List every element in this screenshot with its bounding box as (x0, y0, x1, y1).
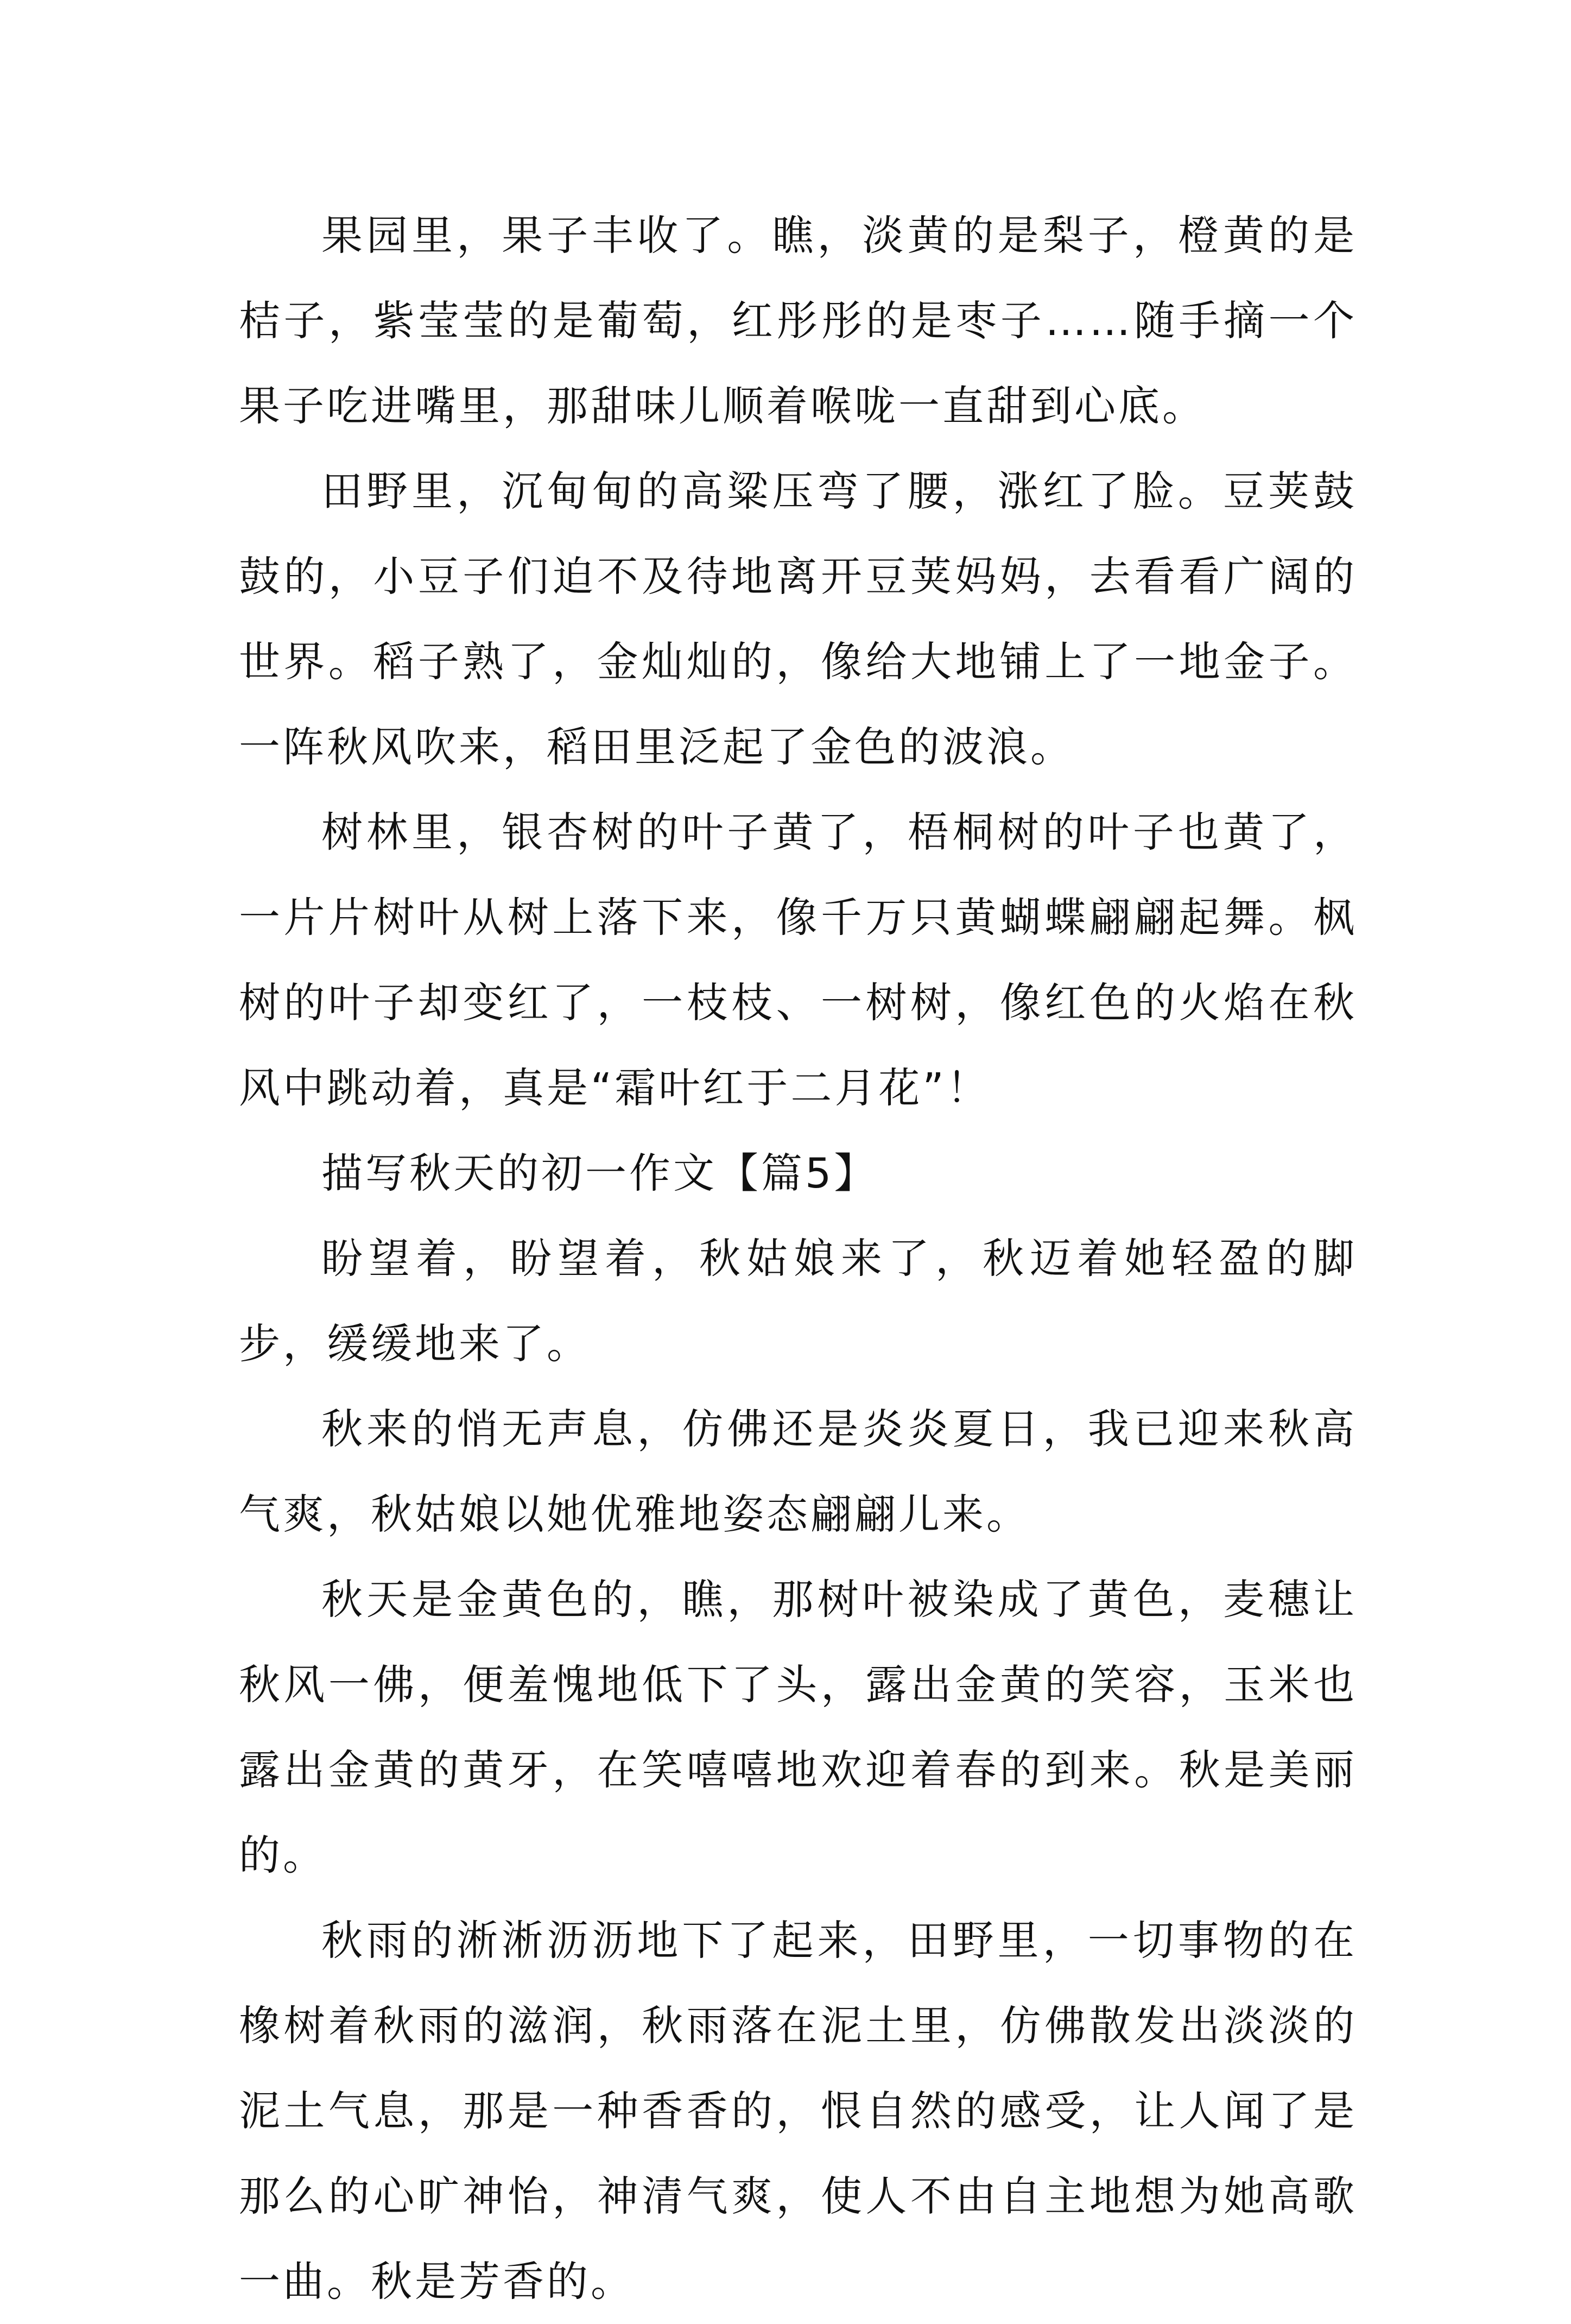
paragraph-fields: 田野里，沉甸甸的高粱压弯了腰，涨红了脸。豆荚鼓鼓的，小豆子们迫不及待地离开豆荚妈妈，去看看广阔的世界。稻子熟了，金灿灿的，像给大地铺上了一地金子。一阵秋风吹来，稻田里泛起了金色的波浪。 (239, 467, 1357, 771)
paragraph-autumn-rain: 秋雨的淅淅沥沥地下了起来，田野里，一切事物的在橡树着秋雨的滋润，秋雨落在泥土里，仿佛散发出淡淡的泥土气息，那是一种香香的，恨自然的感受，让人闻了是那么的心旷神怡，神清气爽，使人不由自主地想为她高歌一曲。秋是芳香的。 (239, 1916, 1357, 2306)
section-heading: 描写秋天的初一作文【篇5】 (321, 1149, 878, 1197)
document-body (239, 193, 1357, 2324)
paragraph-autumn-arrives: 盼望着，盼望着，秋姑娘来了，秋迈着她轻盈的脚步，缓缓地来了。 (239, 1234, 1357, 1368)
paragraph-orchard: 果园里，果子丰收了。瞧，淡黄的是梨子，橙黄的是桔子，紫莹莹的是葡萄，红彤彤的是枣子……随手摘一个果子吃进嘴里，那甜味儿顺着喉咙一直甜到心底。 (239, 211, 1357, 430)
paragraph-woods: 树林里，银杏树的叶子黄了，梧桐树的叶子也黄了，一片片树叶从树上落下来，像千万只黄蝴蝶翩翩起舞。枫树的叶子却变红了，一枝枝、一树树，像红色的火焰在秋风中跳动着，真是“霜叶红于二月花”！ (239, 808, 1357, 1112)
paragraph-autumn-golden: 秋天是金黄色的，瞧，那树叶被染成了黄色，麦穗让秋风一佛，便羞愧地低下了头，露出金黄的笑容，玉米也露出金黄的黄牙，在笑嘻嘻地欢迎着春的到来。秋是美丽的。 (239, 1575, 1357, 1879)
paragraph-autumn-quiet: 秋来的悄无声息，仿佛还是炎炎夏日，我已迎来秋高气爽，秋姑娘以她优雅地姿态翩翩儿来。 (239, 1405, 1357, 1538)
